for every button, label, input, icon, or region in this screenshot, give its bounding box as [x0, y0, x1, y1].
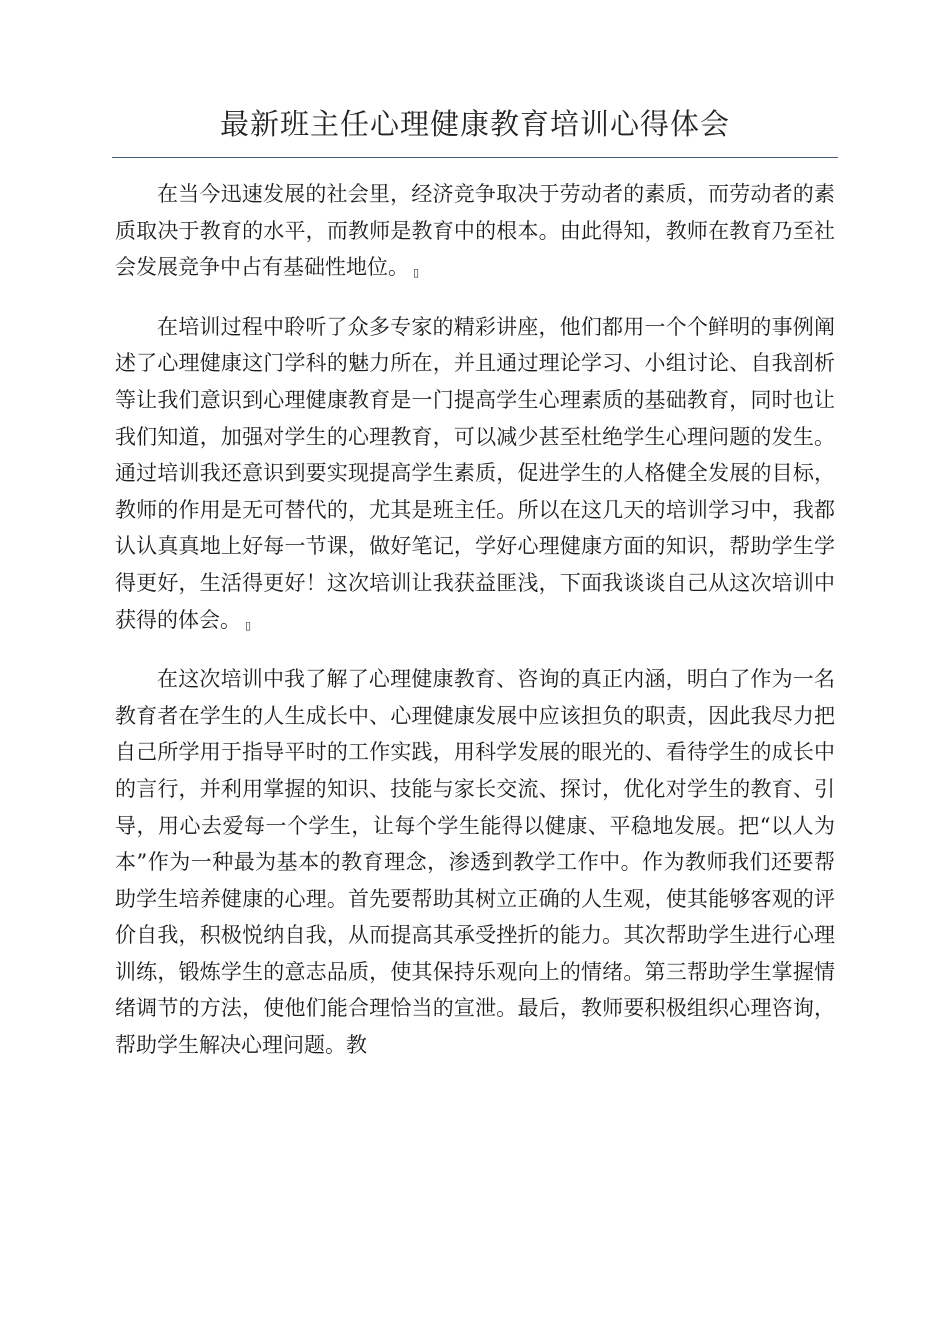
paragraph-1: [115, 176, 835, 286]
paragraph-2-text: 在培训过程中聆听了众多专家的精彩讲座，他们都用一个个鲜明的事例阐述了心理健康这门学科的魅力所在，并且通过理论学习、小组讨论、自我剖析等让我们意识到心理健康教育是一门提高学生心理素质的基础教育，同时也让我们知道，加强对学生的心理教育，可以减少甚至杜绝学生心理问题的发生。通过培训我还意识到要实现提高学生素质，促进学生的人格健全发展的目标，教师的作用是无可替代的，尤其是班主任。所以在这几天的培训学习中，我都认认真真地上好每一节课，做好笔记，学好心理健康方面的知识，帮助学生学得更好，生活得更好！这次培训让我获益匪浅，下面我谈谈自己从这次培训中获得的体会。: [115, 314, 835, 632]
paragraph-1-text: 在当今迅速发展的社会里，经济竞争取决于劳动者的素质，而劳动者的素质取决于教育的水平，而教师是教育中的根本。由此得知，教师在教育乃至社会发展竞争中占有基础性地位。: [115, 182, 835, 280]
paragraph-3: [115, 661, 835, 1064]
paragraph-2: [115, 309, 835, 638]
paragraph-mark-icon: ▯: [245, 618, 252, 632]
document-title: 最新班主任心理健康教育培训心得体会: [219, 107, 730, 141]
document-body: [115, 176, 835, 1087]
paragraph-3-text: 在这次培训中我了解了心理健康教育、咨询的真正内涵，明白了作为一名教育者在学生的人生成长中、心理健康发展中应该担负的职责，因此我尽力把自己所学用于指导平时的工作实践，用科学发展的眼光的、看待学生的成长中的言行，并利用掌握的知识、技能与家长交流、探讨，优化对学生的教育、引导，用心去爱每一个学生，让每个学生能得以健康、平稳地发展。把“以人为本”作为一种最为基本的教育理念，渗透到教学工作中。作为教师我们还要帮助学生培养健康的心理。首先要帮助其树立正确的人生观，使其能够客观的评价自我，积极悦纳自我，从而提高其承受挫折的能力。其次帮助学生进行心理训练，锻炼学生的意志品质，使其保持乐观向上的情绪。第三帮助学生掌握情绪调节的方法，使他们能合理恰当的宣泄。最后，教师要积极组织心理咨询，帮助学生解决心理问题。教: [115, 667, 835, 1058]
title-divider: [112, 157, 838, 158]
paragraph-mark-icon: ▯: [413, 266, 420, 280]
